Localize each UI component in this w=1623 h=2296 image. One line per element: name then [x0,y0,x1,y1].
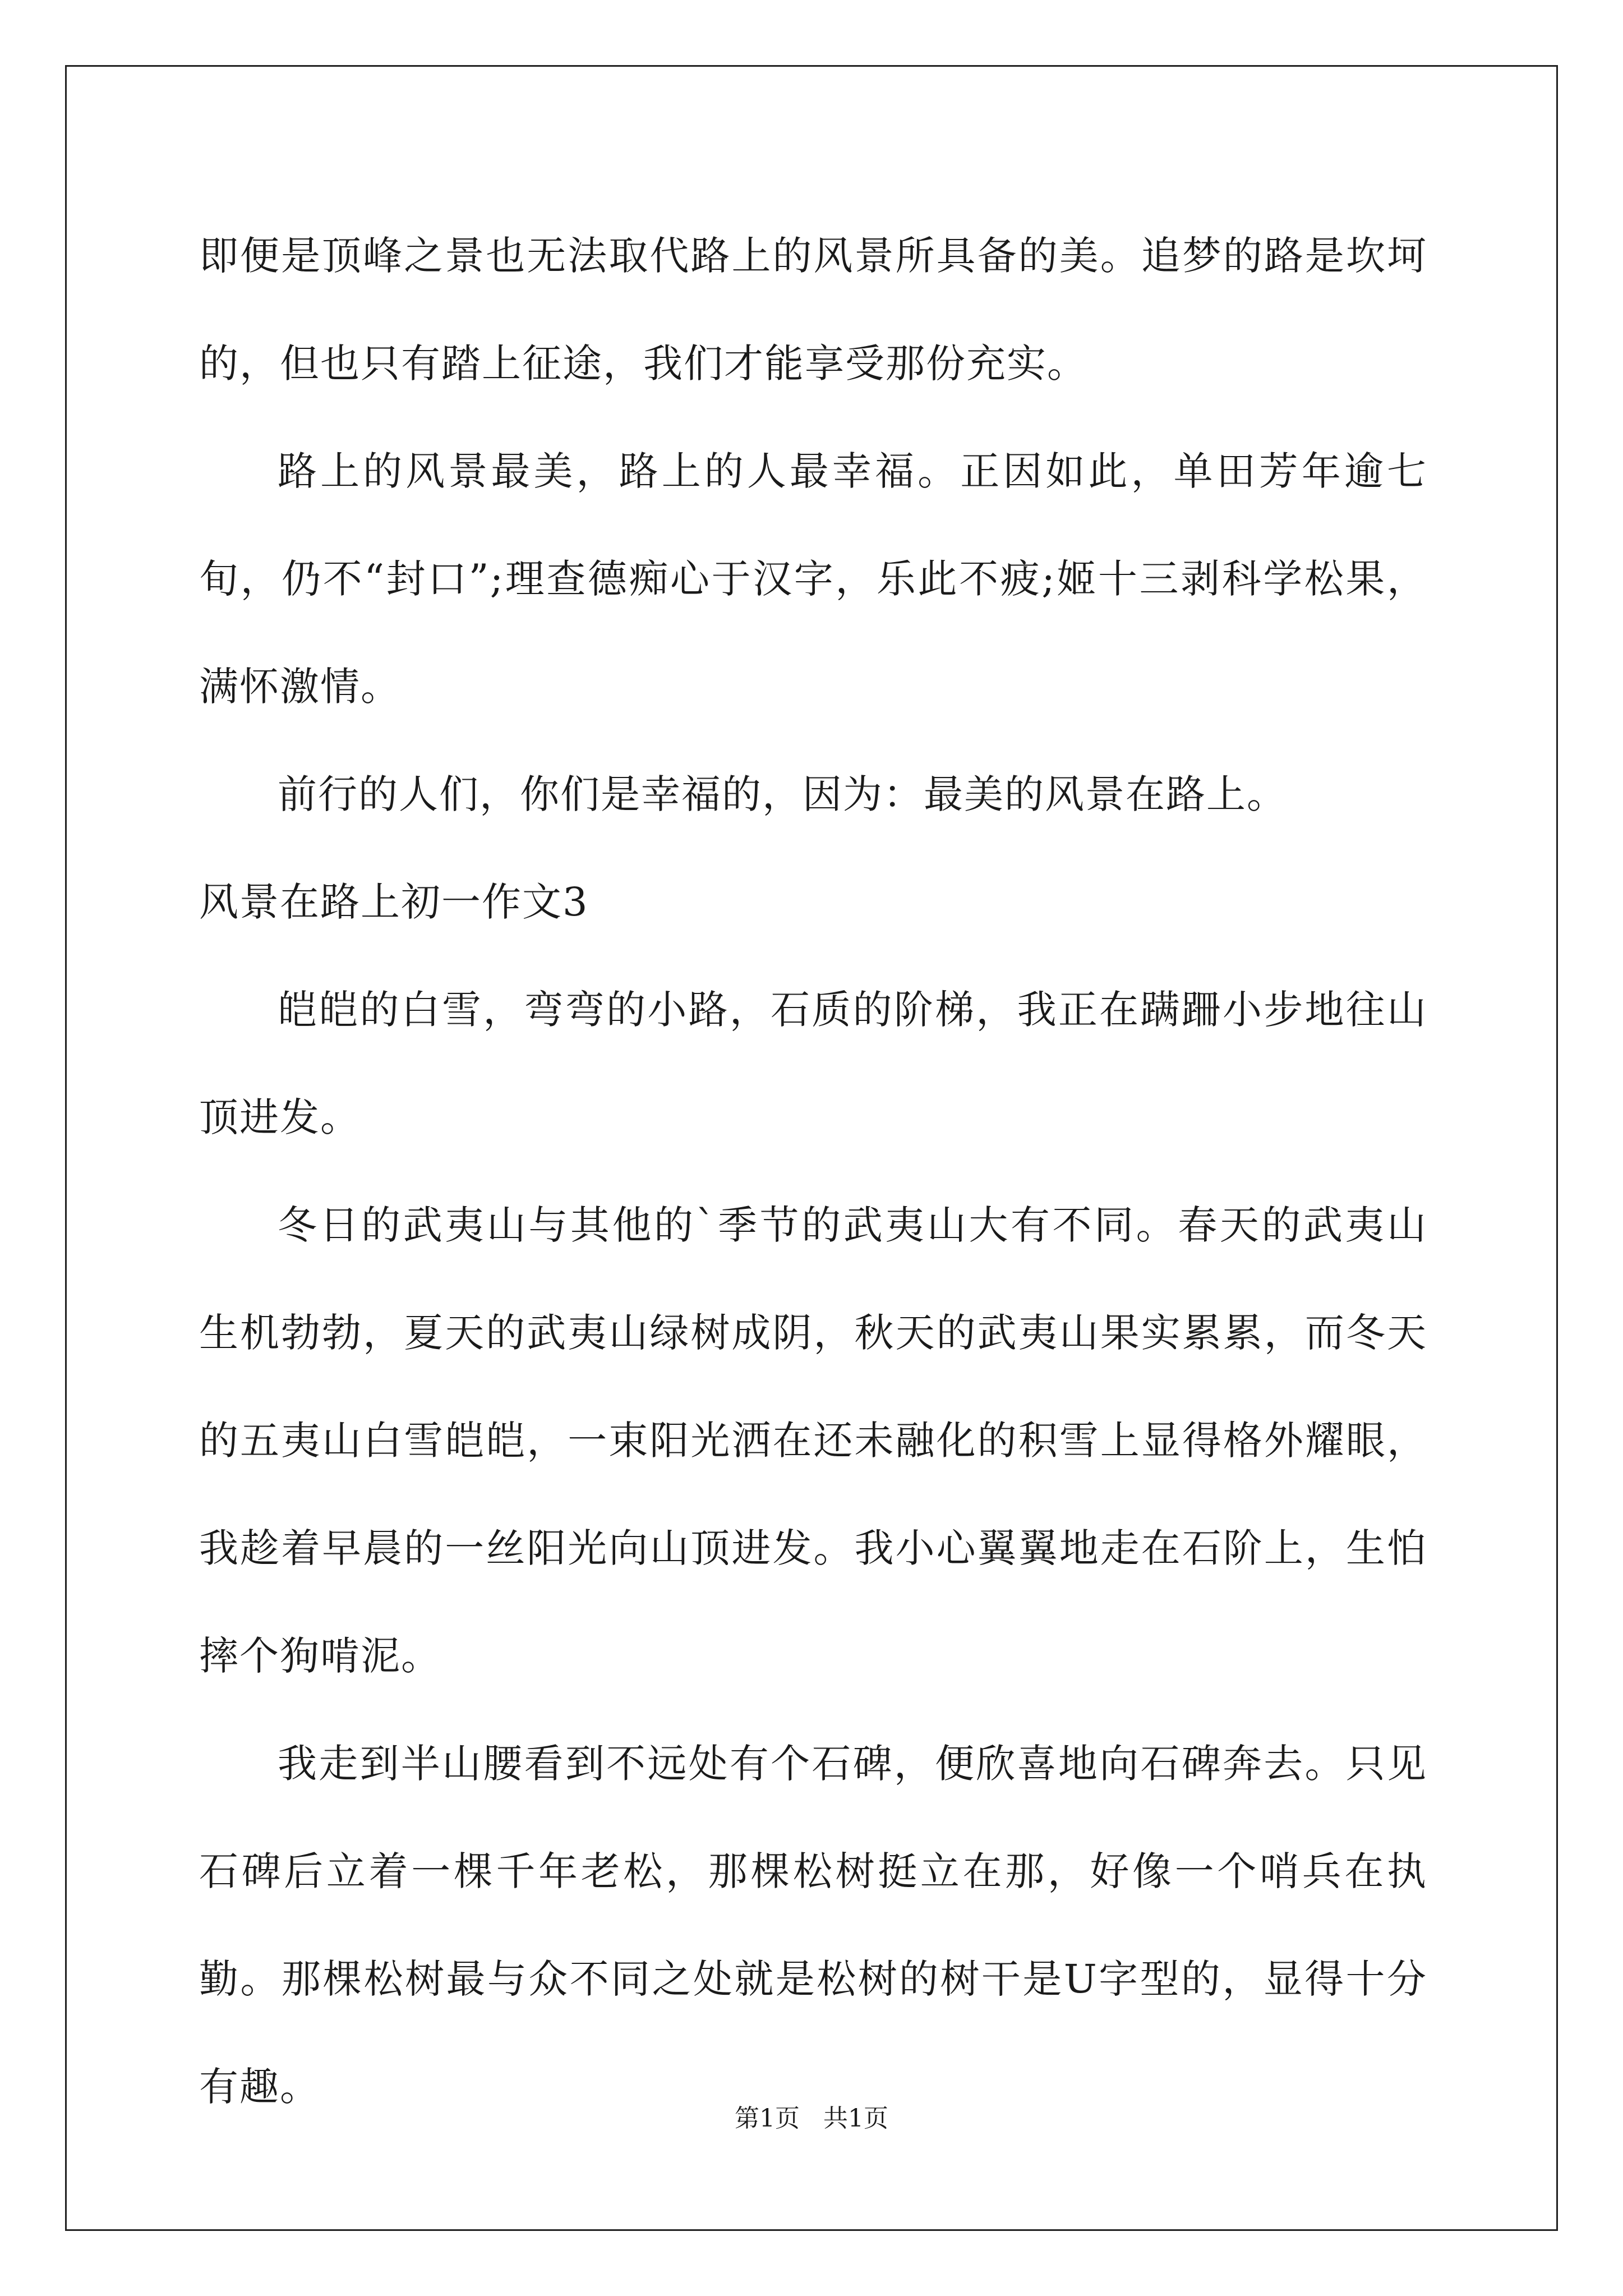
section-heading: 风景在路上初一作文3 [199,879,589,925]
paragraph-5: 冬日的武夷山与其他的`季节的武夷山大有不同。春天的武夷山生机勃勃，夏天的武夷山绿树成阴，秋天的武夷山果实累累，而冬天的五夷山白雪皑皑，一束阳光洒在还未融化的积雪上显得格外耀眼，我趁着早晨的一丝阳光向山顶进发。我小心翼翼地走在石阶上，生怕摔个狗啃泥。 [199,1202,1427,1679]
document-body [199,202,1427,2141]
page-footer [0,2098,1623,2134]
paragraph-6: 我走到半山腰看到不远处有个石碑，便欣喜地向石碑奔去。只见石碑后立着一棵千年老松，那棵松树挺立在那，好像一个哨兵在执勤。那棵松树最与众不同之处就是松树的树干是U字型的，显得十分有趣。 [199,1741,1427,2110]
paragraph-4: 皑皑的白雪，弯弯的小路，石质的阶梯，我正在蹒跚小步地往山顶进发。 [199,987,1427,1140]
paragraph-2: 路上的风景最美，路上的人最幸福。正因如此，单田芳年逾七旬，仍不“封口”;理查德痴心于汉字，乐此不疲;姬十三剥科学松果，满怀激情。 [199,448,1427,710]
paragraph-1: 即便是顶峰之景也无法取代路上的风景所具备的美。追梦的路是坎坷的，但也只有踏上征途，我们才能享受那份充实。 [199,233,1427,386]
page-number: 第1页 [735,2104,800,2133]
page-total: 共1页 [823,2104,888,2133]
paragraph-3: 前行的人们，你们是幸福的，因为：最美的风景在路上。 [278,771,1287,817]
